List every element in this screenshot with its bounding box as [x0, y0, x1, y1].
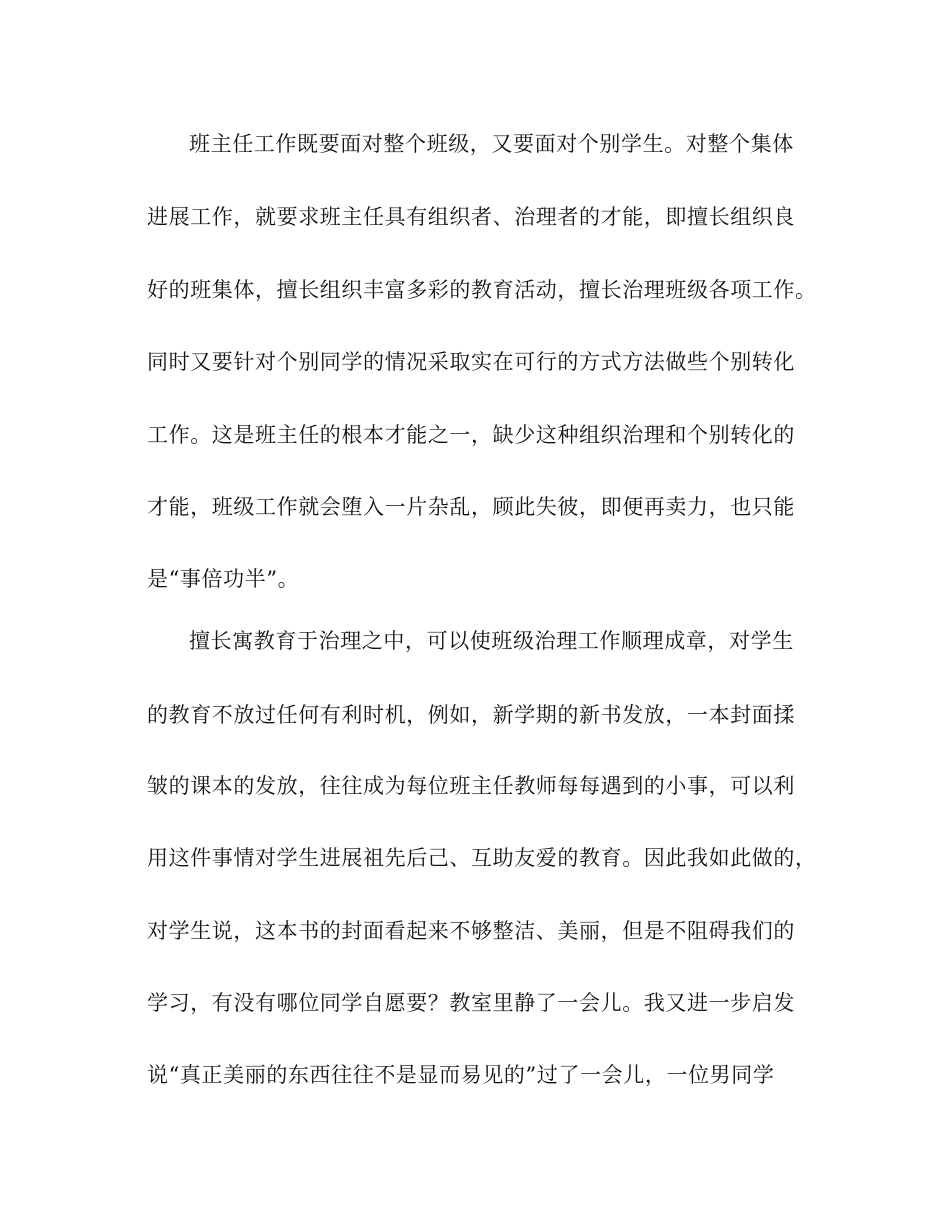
paragraph-2-line-5: 对学生说，这本书的封面看起来不够整洁、美丽，但是不阻碍我们的 — [147, 919, 795, 943]
paragraph-2-line-3: 皱的课本的发放，往往成为每位班主任教师每每遇到的小事，可以利 — [147, 774, 795, 798]
paragraph-1-line-7: 是“事倍功半”。 — [147, 567, 300, 591]
paragraph-2-line-4: 用这件事情对学生进展祖先后己、互助友爱的教育。因此我如此做的， — [147, 846, 817, 870]
paragraph-1-line-4: 同时又要针对个别同学的情况采取实在可行的方式方法做些个别转化 — [147, 350, 795, 374]
paragraph-2-line-7: 说“真正美丽的东西往往不是显而易见的”过了一会儿，一位男同学 — [147, 1063, 775, 1087]
paragraph-2-line-1: 擅长寓教育于治理之中，可以使班级治理工作顺理成章，对学生 — [189, 629, 794, 653]
paragraph-2-line-2: 的教育不放过任何有利时机，例如，新学期的新书发放，一本封面揉 — [147, 703, 795, 727]
paragraph-1-line-5: 工作。这是班主任的根本才能之一，缺少这种组织治理和个别转化的 — [147, 423, 795, 447]
paragraph-1-line-2: 进展工作，就要求班主任具有组织者、治理者的才能，即擅长组织良 — [147, 205, 795, 229]
paragraph-1-line-6: 才能，班级工作就会堕入一片杂乱，顾此失彼，即便再卖力，也只能 — [147, 495, 795, 519]
paragraph-1-line-3: 好的班集体，擅长组织丰富多彩的教育活动，擅长治理班级各项工作。 — [147, 278, 817, 302]
paragraph-2-line-6: 学习，有没有哪位同学自愿要？教室里静了一会儿。我又进一步启发 — [147, 991, 795, 1015]
paragraph-1-line-1: 班主任工作既要面对整个班级，又要面对个别学生。对整个集体 — [189, 132, 794, 156]
